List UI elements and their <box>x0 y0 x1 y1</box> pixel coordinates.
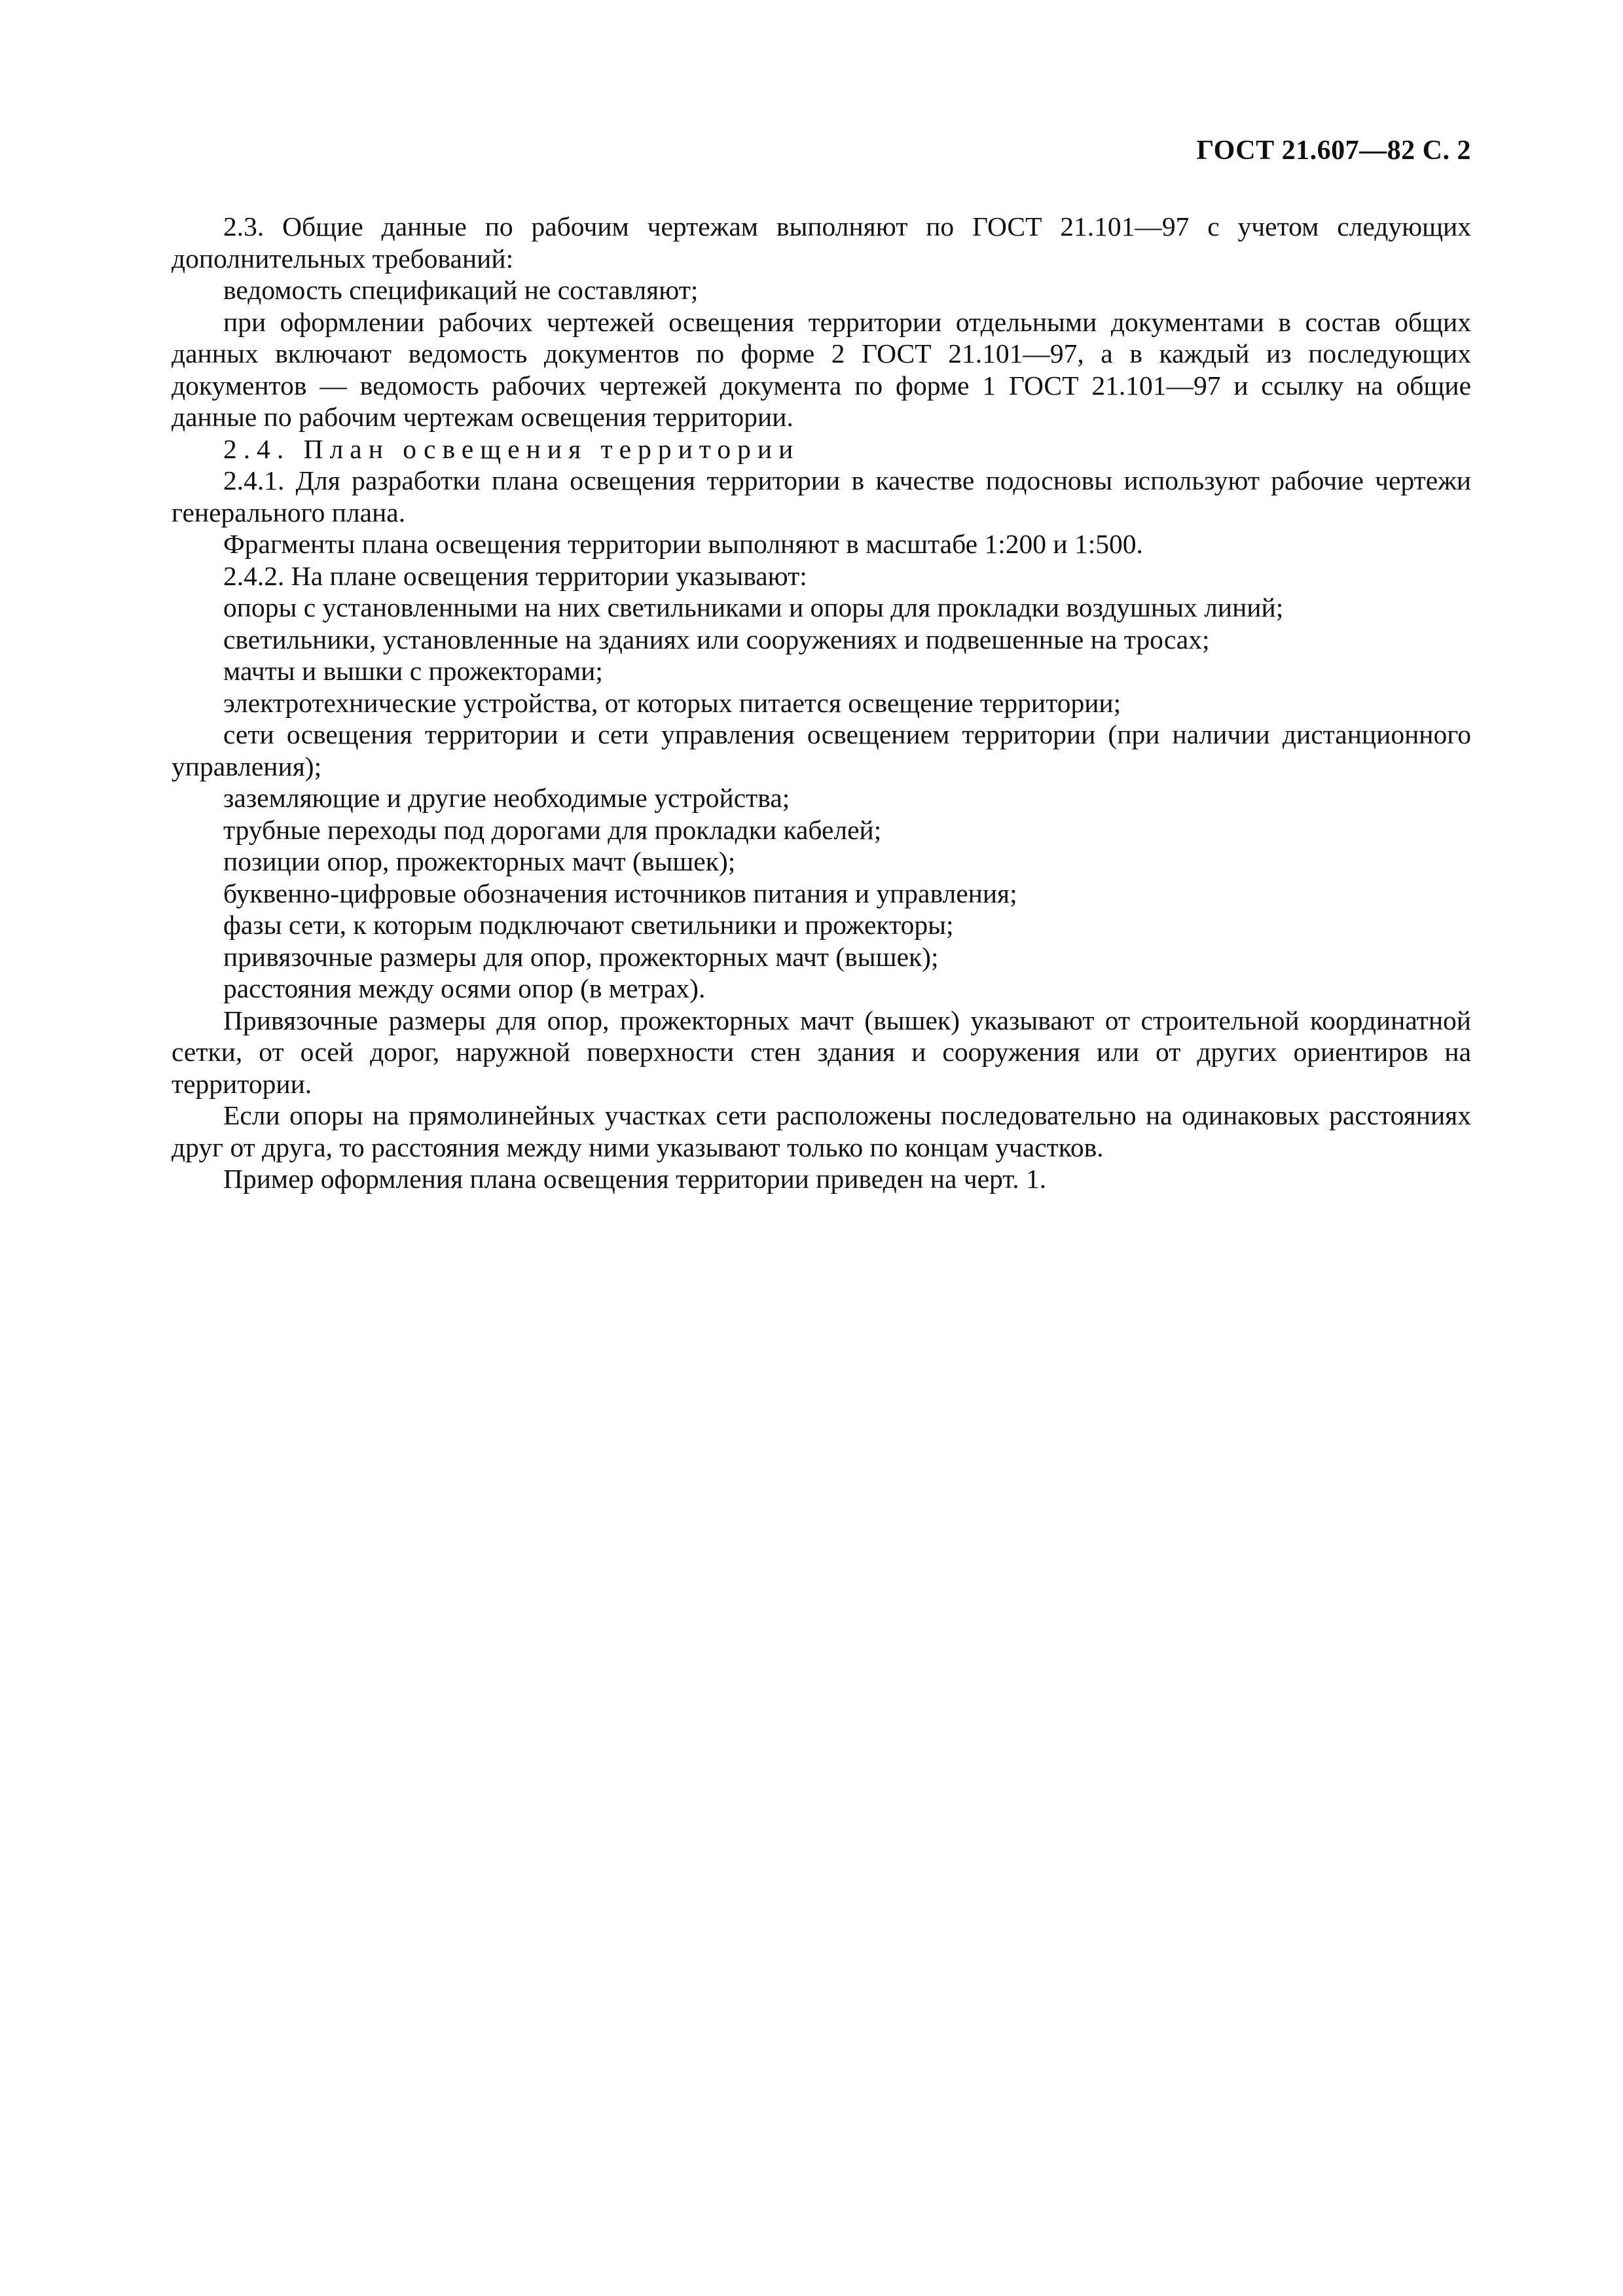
list-item: сети освещения территории и сети управления освещением территории (при наличии дистанционного управления); <box>172 719 1471 781</box>
paragraph-2-4-2: 2.4.2. На плане освещения территории указывают: <box>223 560 807 591</box>
list-item: опоры с установленными на них светильниками и опоры для прокладки воздушных линий; <box>223 592 1284 622</box>
list-item: ведомость спецификаций не составляют; <box>223 275 699 305</box>
list-item: расстояния между осями опор (в метрах). <box>223 973 706 1003</box>
body-text <box>172 211 1471 1195</box>
list-item: фазы сети, к которым подключают светильники и прожекторы; <box>223 910 954 940</box>
list-item: мачты и вышки с прожекторами; <box>223 656 603 686</box>
paragraph: Если опоры на прямолинейных участках сети расположены последовательно на одинаковых расстояниях друг от друга, то расстояния между ними указывают только по концам участков. <box>172 1100 1471 1162</box>
list-item: заземляющие и другие необходимые устройства; <box>223 783 790 813</box>
paragraph: Фрагменты плана освещения территории выполняют в масштабе 1:200 и 1:500. <box>223 529 1143 559</box>
list-item: при оформлении рабочих чертежей освещения территории отдельными документами в состав общих данных включают ведомость документов по форме 2 ГОСТ 21.101—97, а в каждый из последующих документов — ведомость рабочих чертежей документа по форме 1 ГОСТ 21.101—97 и ссылку на общие данные по рабочим чертежам освещения территории. <box>172 306 1471 432</box>
paragraph-2-4-1: 2.4.1. Для разработки плана освещения территории в качестве подосновы используют рабочие чертежи генерального плана. <box>172 465 1471 528</box>
section-heading-2-4: 2.4. План освещения территории <box>223 433 800 464</box>
paragraph-2-3: 2.3. Общие данные по рабочим чертежам выполняют по ГОСТ 21.101—97 с учетом следующих дополнительных требований: <box>172 211 1471 274</box>
list-item: трубные переходы под дорогами для прокладки кабелей; <box>223 814 882 845</box>
running-title: ГОСТ 21.607—82 С. 2 <box>1196 135 1471 166</box>
paragraph: Пример оформления плана освещения территории приведен на черт. 1. <box>223 1164 1047 1194</box>
list-item: электротехнические устройства, от которых питается освещение территории; <box>223 687 1122 718</box>
list-item: позиции опор, прожекторных мачт (вышек); <box>223 846 736 876</box>
paragraph: Привязочные размеры для опор, прожекторных мачт (вышек) указывают от строительной координатной сетки, от осей дорог, наружной поверхности стен здания и сооружения или от других ориентиров на территории. <box>172 1005 1471 1099</box>
list-item: привязочные размеры для опор, прожекторных мачт (вышек); <box>223 941 939 972</box>
list-item: светильники, установленные на зданиях или сооружениях и подвешенные на тросах; <box>223 624 1210 655</box>
list-item: буквенно-цифровые обозначения источников питания и управления; <box>223 878 1017 908</box>
